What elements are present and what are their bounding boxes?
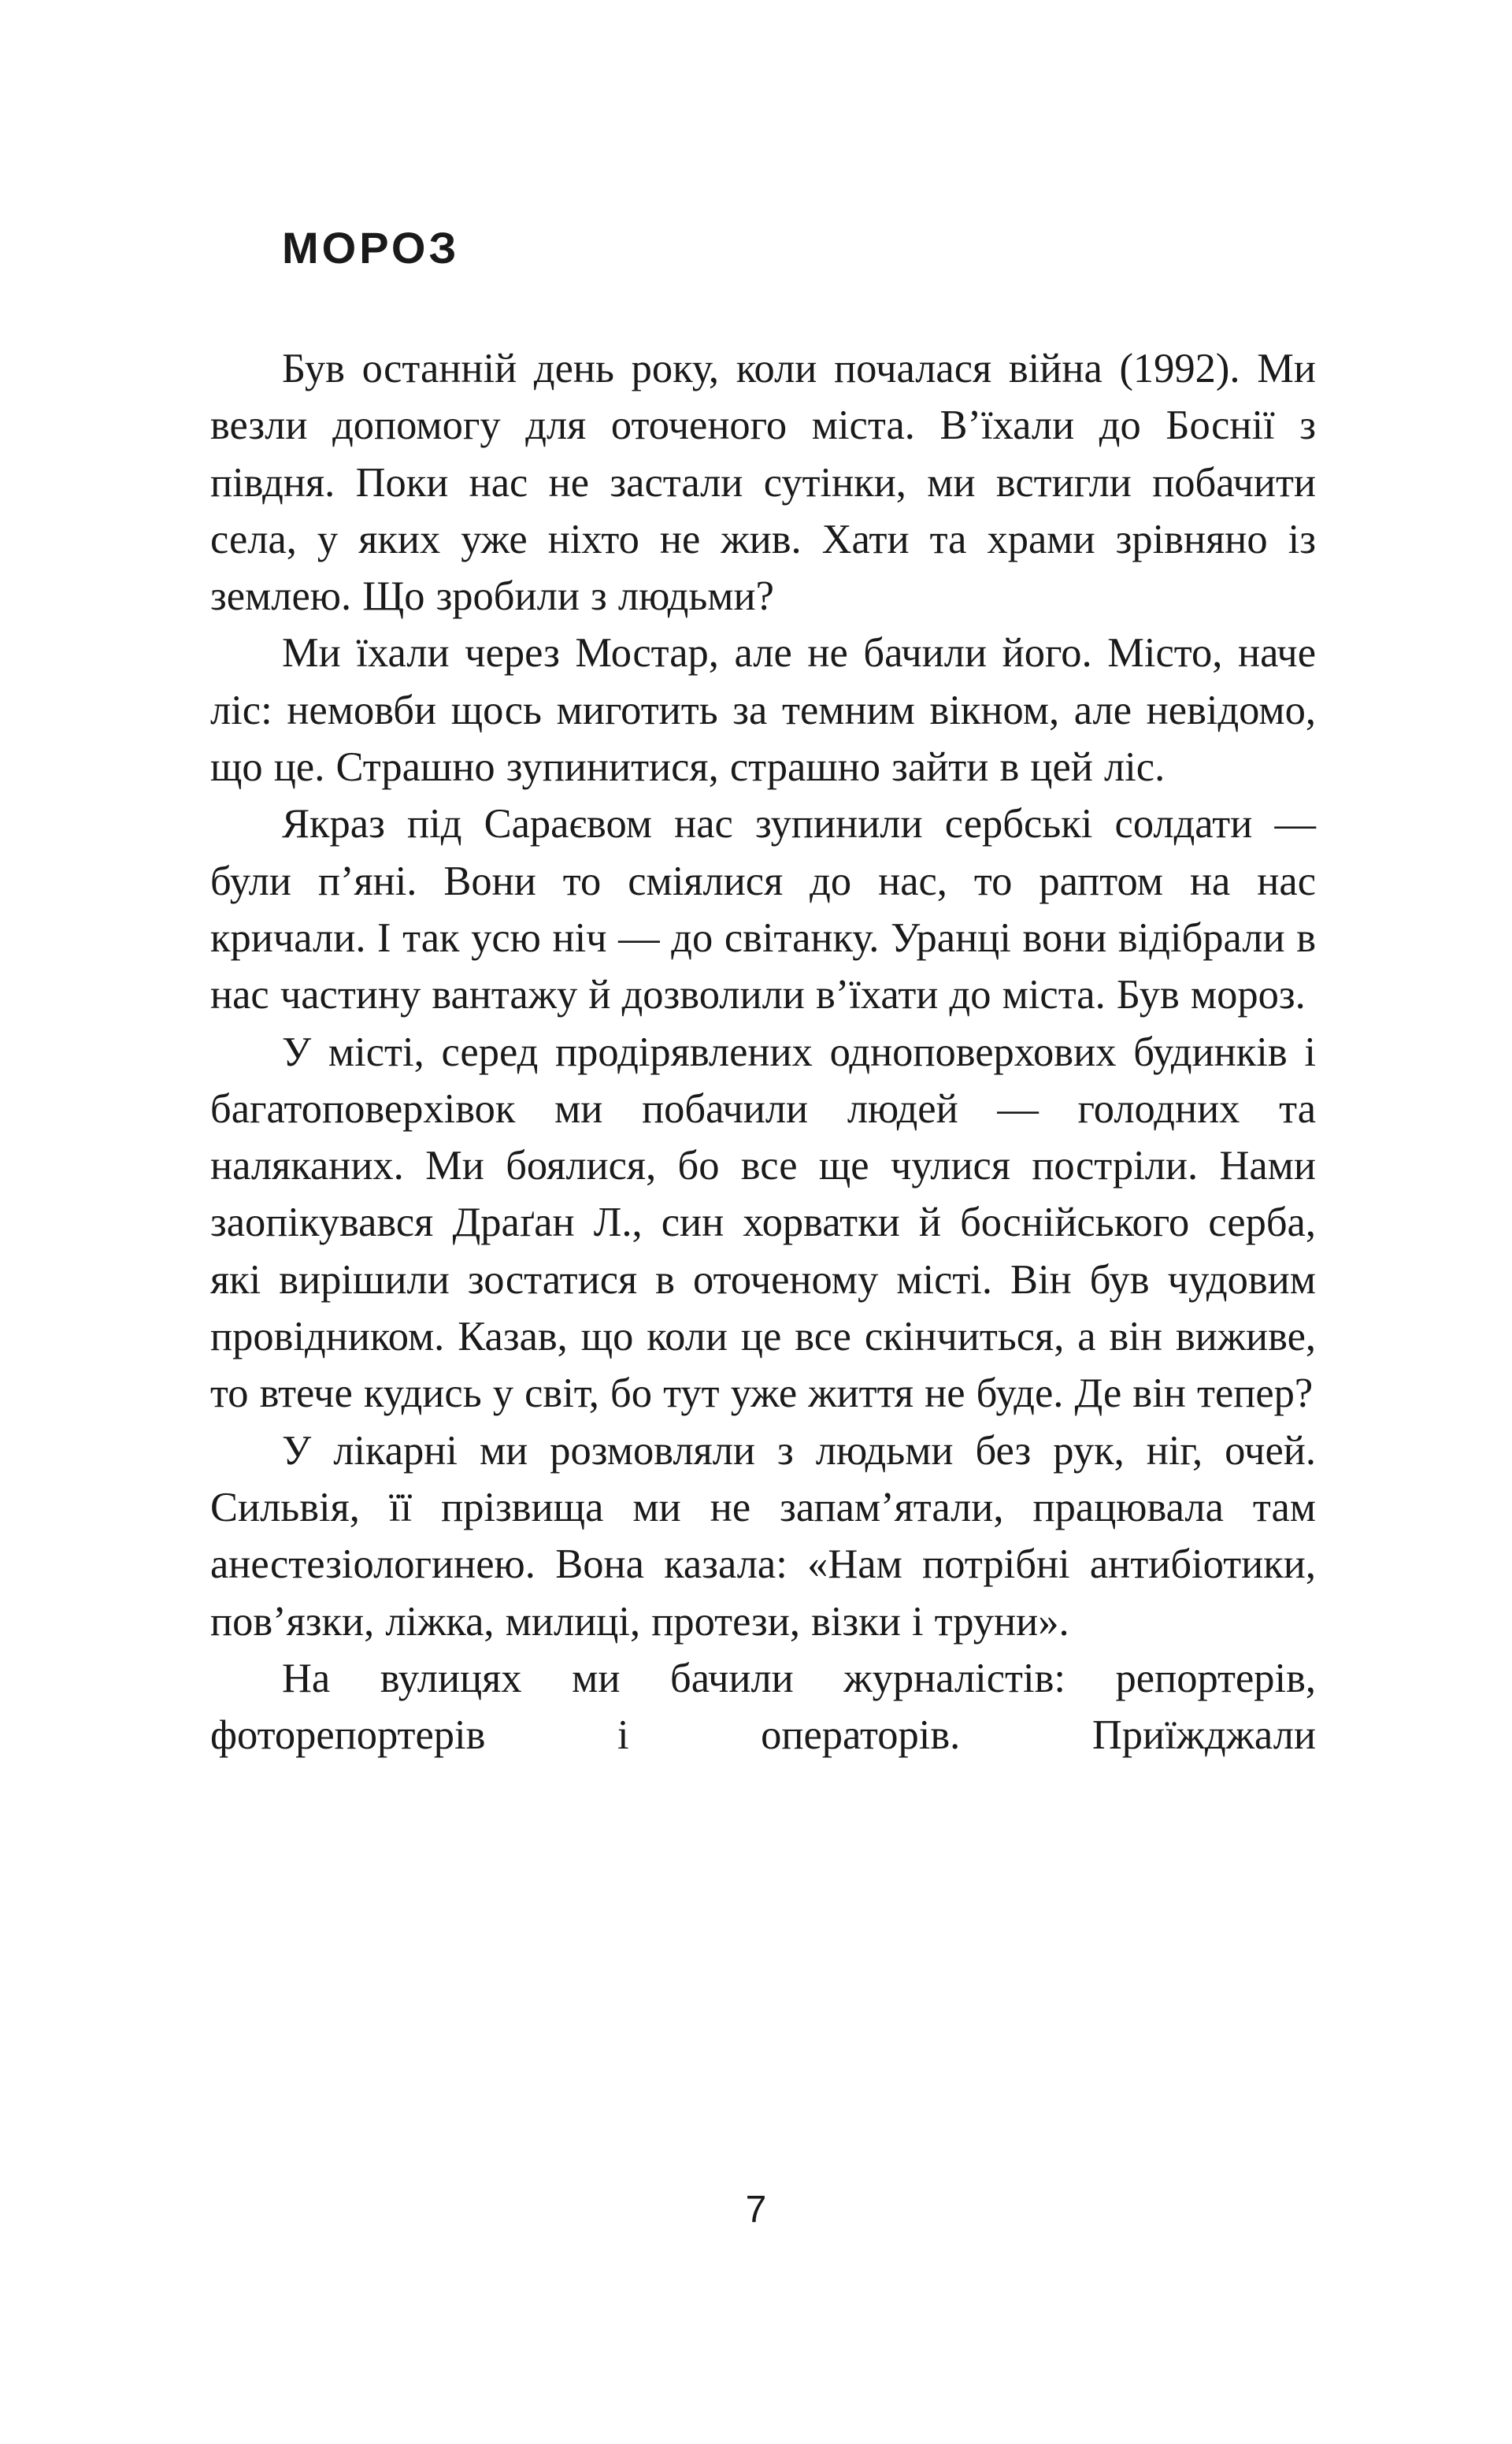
- paragraph: У лікарні ми розмовляли з людьми без рук, ніг, очей. Сильвія, її прізвища ми не запам’ятали, працювала там анестезіологинею. Вона казала: «Нам потрібні антибіотики, пов’язки, ліжка, милиці, протези, візки і труни».: [210, 1427, 1316, 1645]
- paragraph: Був останній день року, коли почалася війна (1992). Ми везли допомогу для оточеного міста. В’їхали до Боснії з півдня. Поки нас не застали сутінки, ми встигли побачити села, у яких уже ніхто не жив. Хати та храми зрівняно із землею. Що зробили з людьми?: [210, 346, 1316, 620]
- paragraph: Ми їхали через Мостар, але не бачили його. Місто, наче ліс: немовби щось миготить за темним вікном, але невідомо, що це. Страшно зупинитися, страшно зайти в цей ліс.: [210, 630, 1316, 791]
- chapter-title: МОРОЗ: [282, 223, 460, 273]
- text-body: [210, 340, 1316, 1763]
- paragraph: На вулицях ми бачили журналістів: репортерів, фоторепортерів і операторів. Приїжджали: [210, 1655, 1316, 1759]
- page-number: 7: [745, 2189, 767, 2231]
- paragraph: У місті, серед продірявлених одноповерхових будинків і багатоповерхівок ми побачили людей — голодних та наляканих. Ми боялися, бо все ще чулися постріли. Нами заопікувався Драґан Л., син хорватки й боснійського серба, які вирішили зостатися в оточеному місті. Він був чудовим провідником. Казав, що коли це все скінчиться, а він виживе, то втече кудись у світ, бо тут уже життя не буде. Де він тепер?: [210, 1029, 1316, 1417]
- paragraph: Якраз під Сараєвом нас зупинили сербські солдати — були п’яні. Вони то сміялися до нас, то раптом на нас кричали. І так усю ніч — до світанку. Уранці вони відібрали в нас частину вантажу й дозволили в’їхати до міста. Був мороз.: [210, 801, 1316, 1018]
